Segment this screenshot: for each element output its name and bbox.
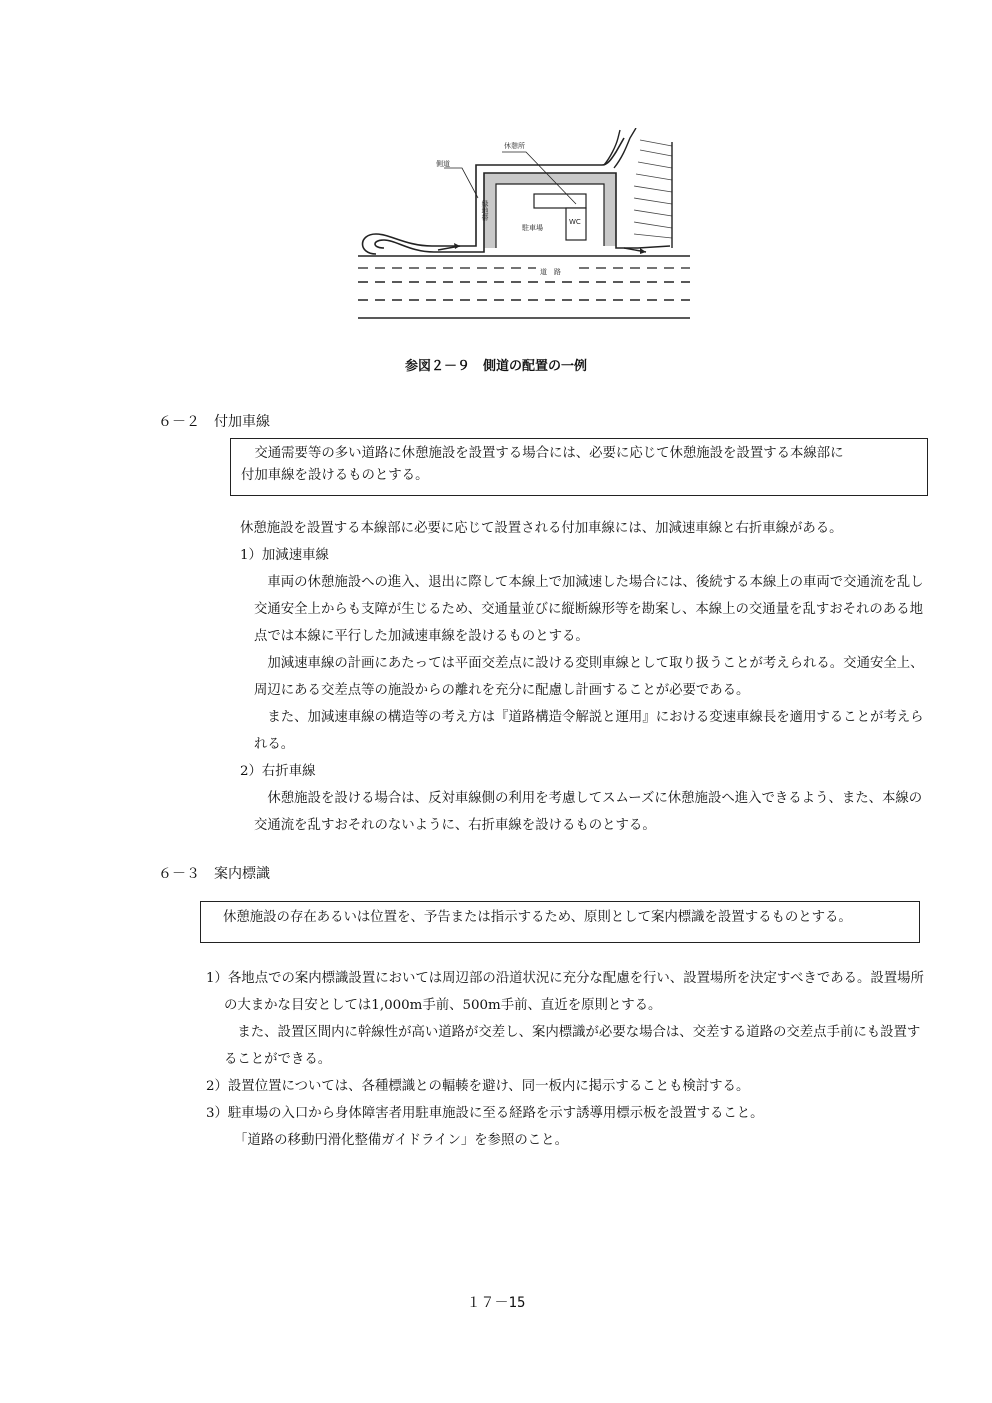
item-title-right-turn: 2）右折車線 <box>240 764 316 779</box>
accel-decel-paragraph-3: また、加減速車線の構造等の考え方は『道路構造令解説と運用』における変速車線長を適用することが考えられる。 <box>254 710 924 752</box>
section-heading-6-3: ６－３ 案内標識 <box>158 866 270 882</box>
sign-item-2: 2）設置位置については、各種標識との輻輳を避け、同一板内に掲示することも検討する。 <box>206 1079 750 1094</box>
accel-decel-paragraph-1: 車両の休憩施設への進入、退出に際して本線上で加減速した場合には、後続する本線上の車両で交通流を乱し交通安全上からも支障が生じるため、交通量並びに縦断線形等を勘案し、本線上の交通量を乱すおそれのある地点では本線に平行した加減速車線を設けるものとする。 <box>254 575 924 644</box>
right-turn-paragraph: 休憩施設を設ける場合は、反対車線側の利用を考慮してスムーズに休憩施設へ進入できるよう、また、本線の交通流を乱すおそれのないように、右折車線を設けるものとする。 <box>254 791 923 833</box>
item-title-accel-decel: 1）加減速車線 <box>240 548 329 563</box>
label-wc: WC <box>569 218 581 226</box>
sign-item-3: 3）駐車場の入口から身体障害者用駐車施設に至る経路を示す誘導用標示板を設置すること。 <box>206 1106 764 1121</box>
sign-item-1: 1）各地点での案内標識設置においては周辺部の沿道状況に充分な配慮を行い、設置場所を決定すべきである。設置場所の大まかな目安としては1,000m手前、500m手前、直近を原則とする。 <box>206 971 924 1013</box>
sign-item-1-sub: また、設置区間内に幹線性が高い道路が交差し、案内標識が必要な場合は、交差する道路の交差点手前にも設置することができる。 <box>224 1025 921 1067</box>
label-road: 道 路 <box>540 268 561 276</box>
label-rest-area: 休憩所 <box>504 142 525 150</box>
side-road-layout-diagram <box>354 128 698 322</box>
label-green-belt: 緑地帯 <box>481 200 489 221</box>
page-number: １７－15 <box>466 1295 526 1311</box>
section-heading-6-2: ６－２ 付加車線 <box>158 414 270 430</box>
figure-caption: 参図２－９ 側道の配置の一例 <box>404 359 587 374</box>
box-line-1: 交通需要等の多い道路に休憩施設を設置する場合には、必要に応じて休憩施設を設置する本線部に <box>254 446 844 461</box>
box-text: 休憩施設の存在あるいは位置を、予告または指示するため、原則として案内標識を設置するものとする。 <box>223 910 852 925</box>
section-6-3-body <box>206 965 926 1154</box>
sign-item-3-reference: 「道路の移動円滑化整備ガイドライン」を参照のこと。 <box>234 1133 568 1148</box>
accel-decel-paragraph-2: 加減速車線の計画にあたっては平面交差点に設ける変則車線として取り扱うことが考えられる。交通安全上、周辺にある交差点等の施設からの離れを充分に配慮し計画することが必要である。 <box>254 656 924 698</box>
intro-paragraph: 休憩施設を設置する本線部に必要に応じて設置される付加車線には、加減速車線と右折車線がある。 <box>240 521 843 536</box>
label-side-road: 側道 <box>436 160 450 168</box>
box-line-2: 付加車線を設けるものとする。 <box>241 468 429 483</box>
section-6-3-box <box>200 901 920 943</box>
label-parking: 駐車場 <box>522 224 543 232</box>
section-6-2-body <box>240 515 930 839</box>
section-6-2-box <box>230 438 928 496</box>
